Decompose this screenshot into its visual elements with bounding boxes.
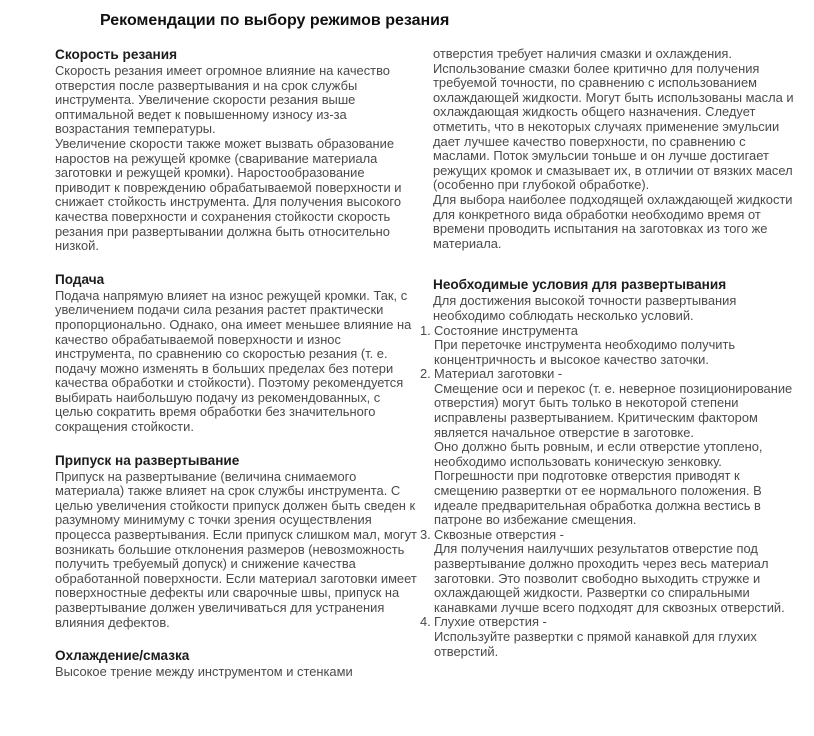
left-column	[55, 47, 420, 680]
section-reaming-allowance	[55, 453, 420, 631]
list-number: 4.	[420, 614, 431, 630]
section-heading: Охлаждение/смазка	[55, 648, 190, 664]
list-item-blind-holes	[420, 615, 796, 659]
section-reaming-conditions	[420, 277, 796, 659]
section-feed	[55, 272, 420, 435]
right-column	[420, 47, 796, 680]
cooling-continuation	[420, 47, 796, 251]
list-number: 3.	[420, 526, 431, 542]
list-item-title: Глухие отверстия -	[434, 614, 547, 630]
page-title: Рекомендации по выбору режимов резания	[100, 12, 450, 29]
list-item-title: Материал заготовки -	[434, 366, 563, 382]
paragraph: Подача напрямую влияет на износ режущей кромки. Так, с увеличением подачи сила резания растет практически пропорционально. Однако, она имеет меньшее влияние на качество обрабатываемой поверхности и износ инструмента, по сравнению со скоростью резания (т. е. подачу можно изменять в больших пределах без потери качества обработки и стойкости). Поэтому рекомендуется выбирать наибольшую подачу из рекомендованных, с целью сократить время обработки без значительного сокращения стойкости.	[55, 287, 412, 435]
list-item-title: Состояние инструмента	[434, 322, 578, 338]
section-heading: Скорость резания	[55, 47, 178, 62]
section-heading: Припуск на развертывание	[55, 452, 240, 468]
paragraph: Используйте развертки с прямой канавкой для глухих отверстий.	[434, 628, 757, 659]
paragraph: Для достижения высокой точности развертывания необходимо соблюдать несколько условий.	[433, 293, 737, 323]
section-heading: Подача	[55, 271, 105, 287]
two-column-layout	[55, 47, 796, 680]
list-item-workpiece-material	[420, 367, 796, 528]
section-cutting-speed	[55, 47, 420, 254]
list-number: 1.	[420, 322, 431, 338]
list-item-through-holes	[420, 528, 796, 616]
list-number: 2.	[420, 366, 431, 382]
list-item-title: Сквозные отверстия -	[434, 526, 564, 542]
conditions-list	[420, 324, 796, 660]
paragraph: Оно должно быть ровным, и если отверстие утоплено, необходимо использовать коническую зенковку. Погрешности при подготовке отверстия приводят к смещению развертки от ее нормального положения. В идеале предварительная обработка должна вестись в патроне во избежание смещения.	[434, 439, 763, 528]
paragraph: отверстия требует наличия смазки и охлаждения. Использование смазки более критично для получения требуемой точности, по сравнению с использованием охлаждающей жидкости. Могут быть использованы масла и охлаждающая жидкость общего назначения. Следует отметить, что в некоторых случаях применение эмульсии дает лучшее качество поверхности, по сравнению с маслами. Поток эмульсии тоньше и он лучше достигает режущих кромок и смазывает их, в отличии от вязких масел (особенно при глубокой обработке).	[433, 46, 794, 193]
paragraph: Для получения наилучших результатов отверстие под развертывание должно проходить через весь материал заготовки. Это позволит свободно выходить стружке и охлаждающей жидкости. Развертки со спиральными канавками лучше всего подходят для сквозных отверстий.	[434, 541, 785, 615]
paragraph: Смещение оси и перекос (т. е. неверное позиционирование отверстия) могут быть только в некоторой степени исправлены развертыванием. Критическим фактором является начальное отверстие в заготовке.	[434, 380, 793, 440]
paragraph: Для выбора наиболее подходящей охлаждающей жидкости для конкретного вида обработки необходимо время от времени проводить испытания на заготовках из того же материала.	[433, 191, 793, 251]
list-item-tool-condition	[420, 324, 796, 368]
section-cooling-lubrication	[55, 648, 420, 680]
paragraph: Увеличение скорости также может вызвать образование наростов на режущей кромке (сваривание материала заготовки и режущей кромки). Наростообразование приводит к повреждению обрабатываемой поверхности и снижает стойкость инструмента. Для получения высокого качества поверхности и сохранения стойкости скорость резания при развертывании должна быть относительно низкой.	[55, 135, 402, 254]
paragraph: Высокое трение между инструментом и стенками	[55, 664, 353, 680]
paragraph: При переточке инструмента необходимо получить концентричность и высокое качество заточки.	[434, 337, 736, 367]
paragraph: Припуск на развертывание (величина снимаемого материала) также влияет на срок службы инструмента. С целью увеличения стойкости припуск должен быть сведен к разумному минимуму с точки зрения осуществления процесса развертывания. Если припуск слишком мал, могут возникать большие отклонения размеров (невозможность получить требуемый допуск) и снижение качества обработанной поверхности. Если материал заготовки имеет поверхностные дефекты или сварочные швы, припуск на развертывание должен увеличиваться для устранения влияния дефектов.	[55, 468, 417, 630]
section-heading: Необходимые условия для развертывания	[433, 277, 727, 293]
paragraph: Скорость резания имеет огромное влияние на качество отверстия после развертывания и на срок службы инструмента. Увеличение скорости резания выше оптимальной ведет к повышенному износу из-за возрастания температуры.	[55, 63, 390, 137]
